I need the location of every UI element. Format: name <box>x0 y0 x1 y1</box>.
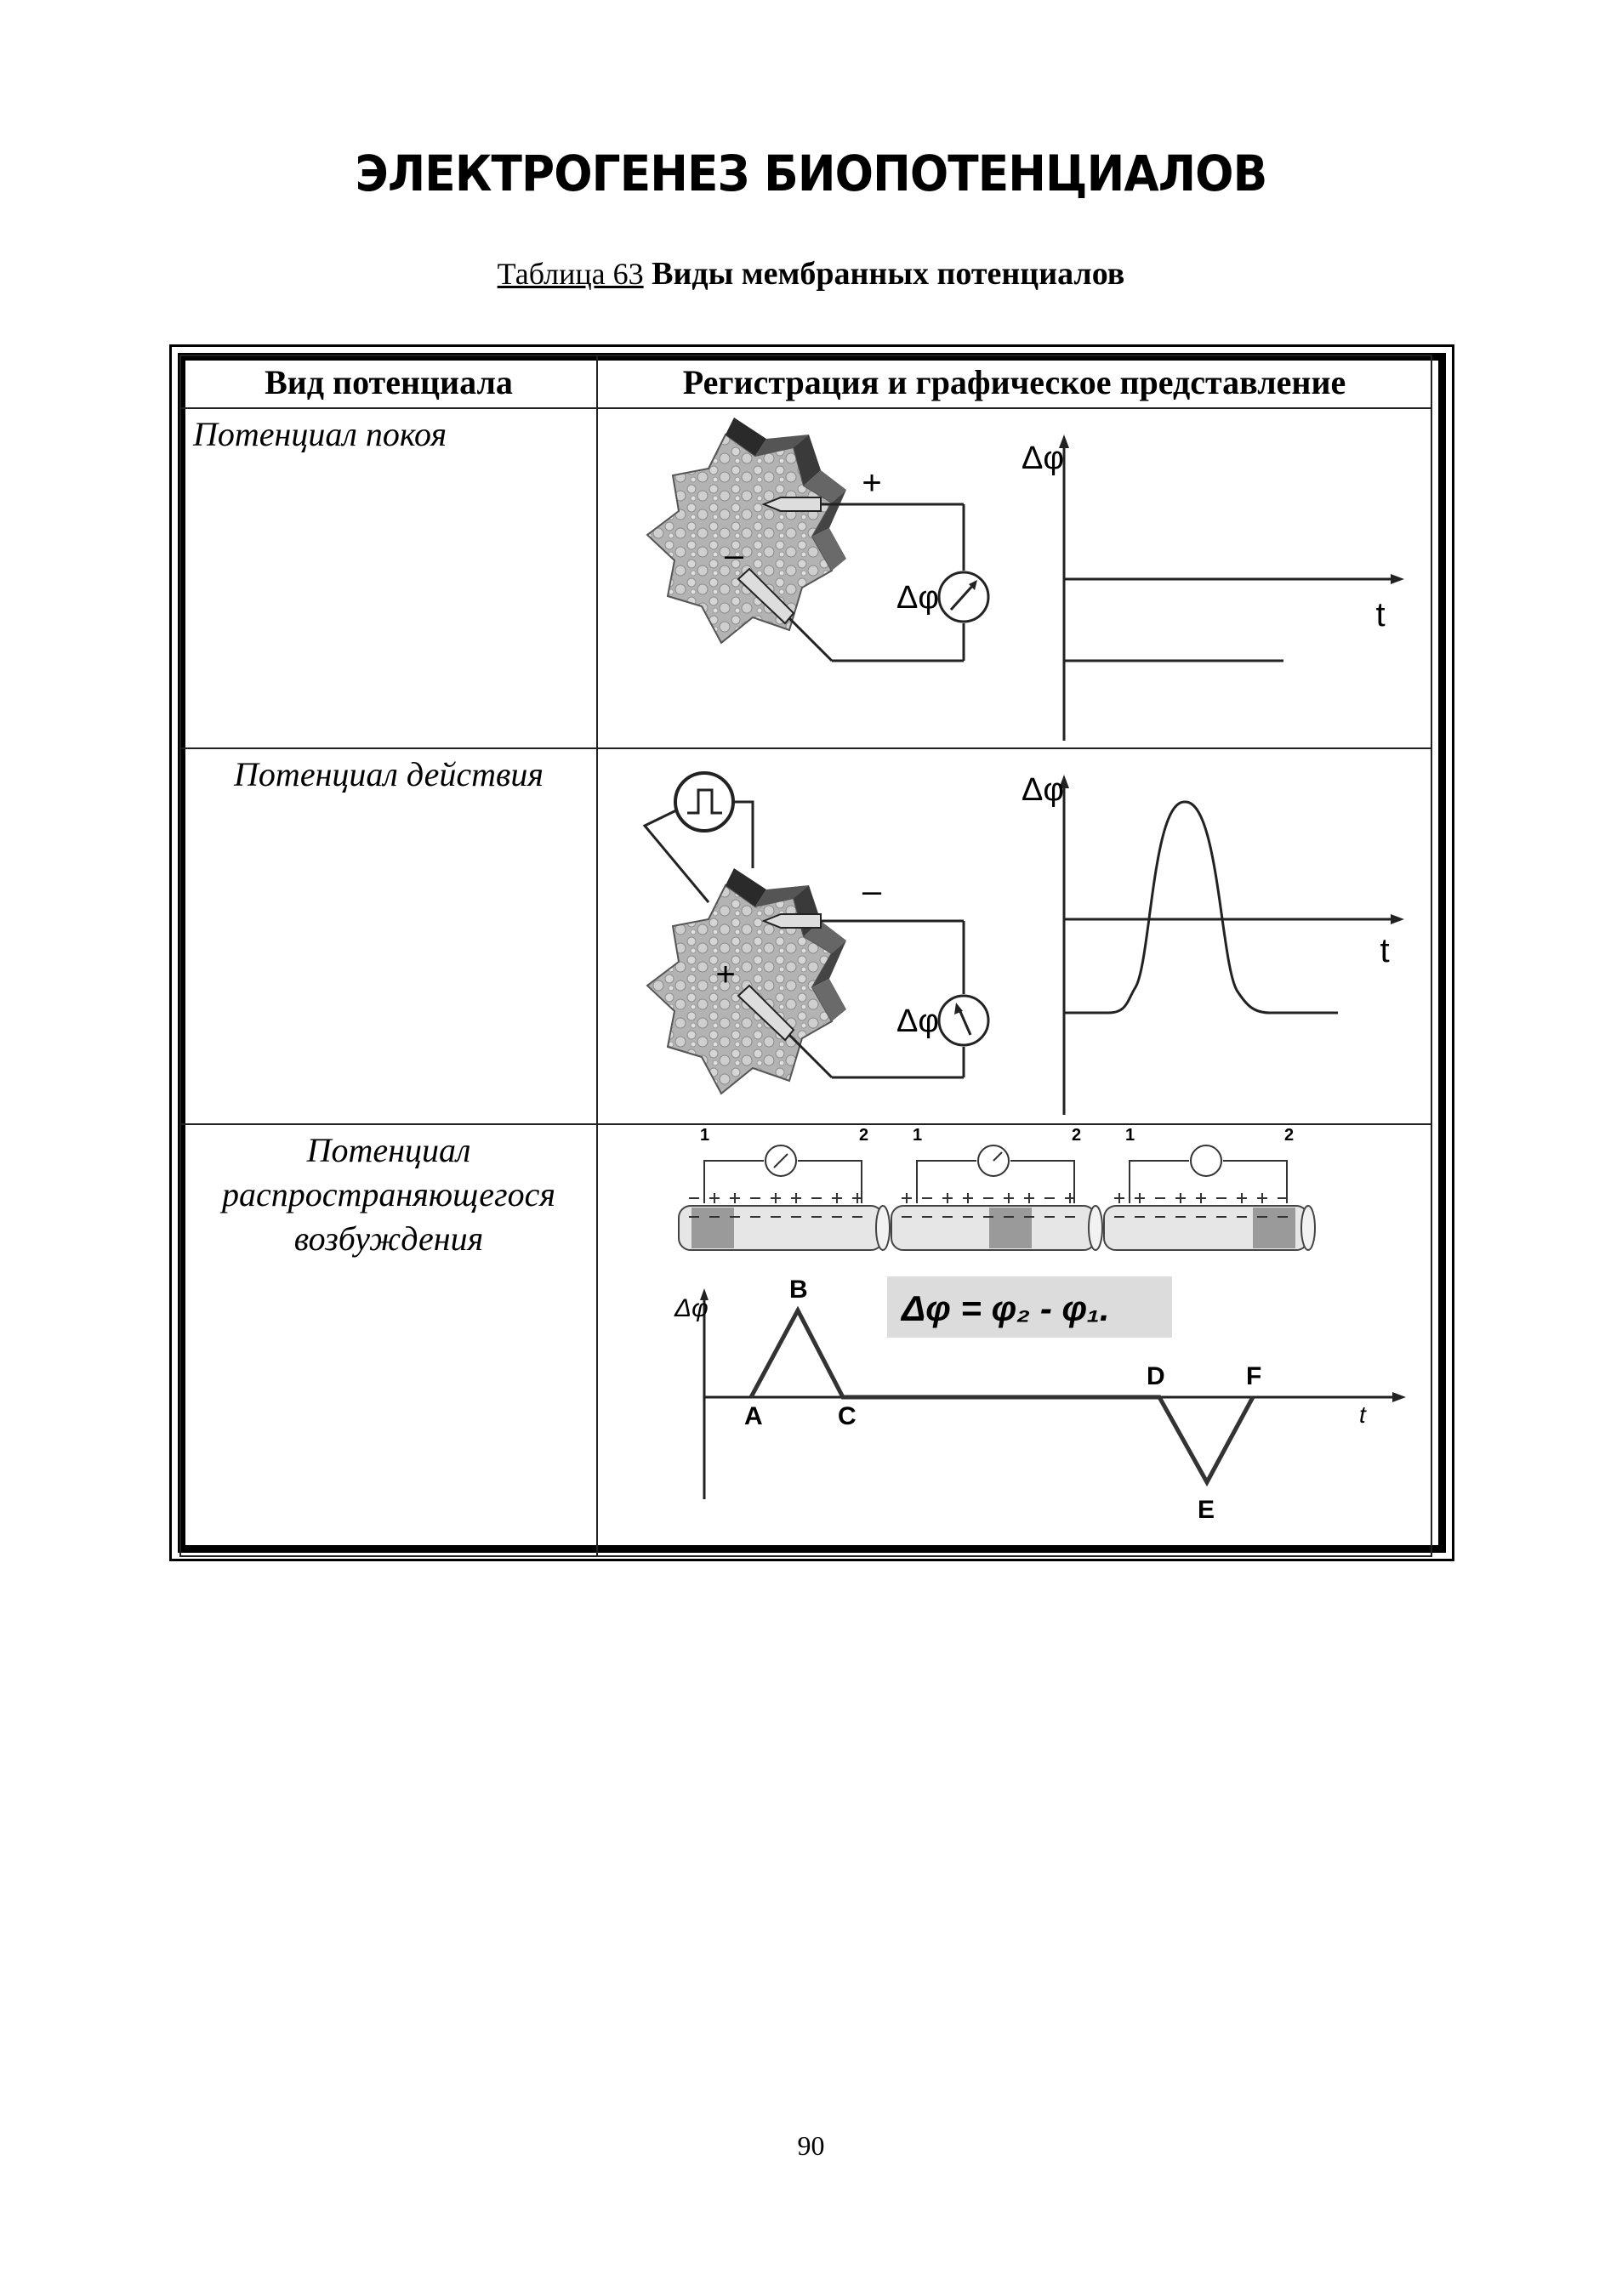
formula: Δφ = φ₂ - φ₁. <box>902 1288 1110 1328</box>
electrode-2-label: 2 <box>1072 1126 1082 1145</box>
nerve-fiber-segment <box>1104 1126 1315 1250</box>
electrode-bottom-sign: + <box>715 956 736 993</box>
electrode-2-label: 2 <box>1284 1126 1295 1145</box>
resting-graph <box>1059 435 1404 741</box>
action-potential-figure <box>598 749 1431 1119</box>
resting-potential-figure <box>598 409 1431 743</box>
y-axis-label: Δφ <box>1021 440 1065 476</box>
table-title: Виды мембранных потенциалов <box>652 256 1125 292</box>
nerve-fiber-segment <box>891 1126 1102 1250</box>
point-b-label: B <box>789 1276 808 1304</box>
electrode-1-label: 1 <box>700 1126 710 1145</box>
action-potential-curve <box>1064 802 1338 1013</box>
tissue-block <box>647 418 846 643</box>
page-number: 90 <box>797 2130 825 2161</box>
label-line: возбуждения <box>293 1219 484 1258</box>
table-caption <box>0 255 1622 293</box>
point-f-label: F <box>1246 1362 1262 1390</box>
propagating-figure <box>598 1125 1431 1551</box>
voltmeter <box>939 921 988 1077</box>
header-registration: Регистрация и графическое представление <box>597 355 1431 408</box>
point-c-label: C <box>838 1402 857 1430</box>
label-line: Потенциал <box>306 1131 471 1169</box>
table-header-row <box>180 355 1431 408</box>
figure-cell-action <box>597 748 1431 1124</box>
table-number: Таблица 63 <box>497 257 644 291</box>
electrode-bottom-sign: – <box>724 537 744 574</box>
stimulator-icon <box>675 773 733 831</box>
figure-cell-resting <box>597 408 1431 748</box>
point-a-label: A <box>744 1402 763 1430</box>
x-axis-label: t <box>1380 932 1390 969</box>
tissue-block <box>647 868 846 1094</box>
label-action-potential: Потенциал действия <box>180 748 597 1124</box>
galvanometer-icon <box>1191 1145 1221 1176</box>
electrode-1-label: 1 <box>1125 1126 1135 1145</box>
voltmeter <box>939 504 988 661</box>
label-propagating-potential <box>180 1124 597 1556</box>
electrode-top-sign: + <box>862 464 882 502</box>
table-frame <box>169 344 1454 1561</box>
action-graph <box>1059 775 1404 1115</box>
nerve-fiber-segment <box>679 1126 890 1250</box>
point-d-label: D <box>1147 1362 1165 1390</box>
y-axis-label: Δφ <box>674 1294 709 1322</box>
x-axis-label: t <box>1359 1401 1366 1428</box>
electrode-top-sign: – <box>862 872 882 910</box>
voltmeter-label: Δφ <box>896 580 940 616</box>
nerve-fibers <box>679 1126 1315 1250</box>
point-e-label: E <box>1198 1496 1215 1524</box>
table-row-propagating <box>180 1124 1431 1556</box>
label-resting-potential: Потенциал покоя <box>180 408 597 748</box>
potentials-table <box>179 355 1432 1557</box>
x-axis-label: t <box>1375 596 1386 634</box>
y-axis-label: Δφ <box>1021 772 1065 808</box>
header-potential-type: Вид потенциала <box>180 355 597 408</box>
table-row-resting <box>180 408 1431 748</box>
figure-cell-propagating <box>597 1124 1431 1556</box>
label-line: распространяющегося <box>222 1175 555 1213</box>
electrode-2-label: 2 <box>859 1126 869 1145</box>
page-title: ЭЛЕКТРОГЕНЕЗ БИОПОТЕНЦИАЛОВ <box>355 145 1267 202</box>
electrode-1-label: 1 <box>913 1126 923 1145</box>
table-row-action <box>180 748 1431 1124</box>
formula-box <box>887 1276 1172 1338</box>
voltmeter-label: Δφ <box>896 1003 940 1039</box>
electrode-top <box>764 914 964 928</box>
